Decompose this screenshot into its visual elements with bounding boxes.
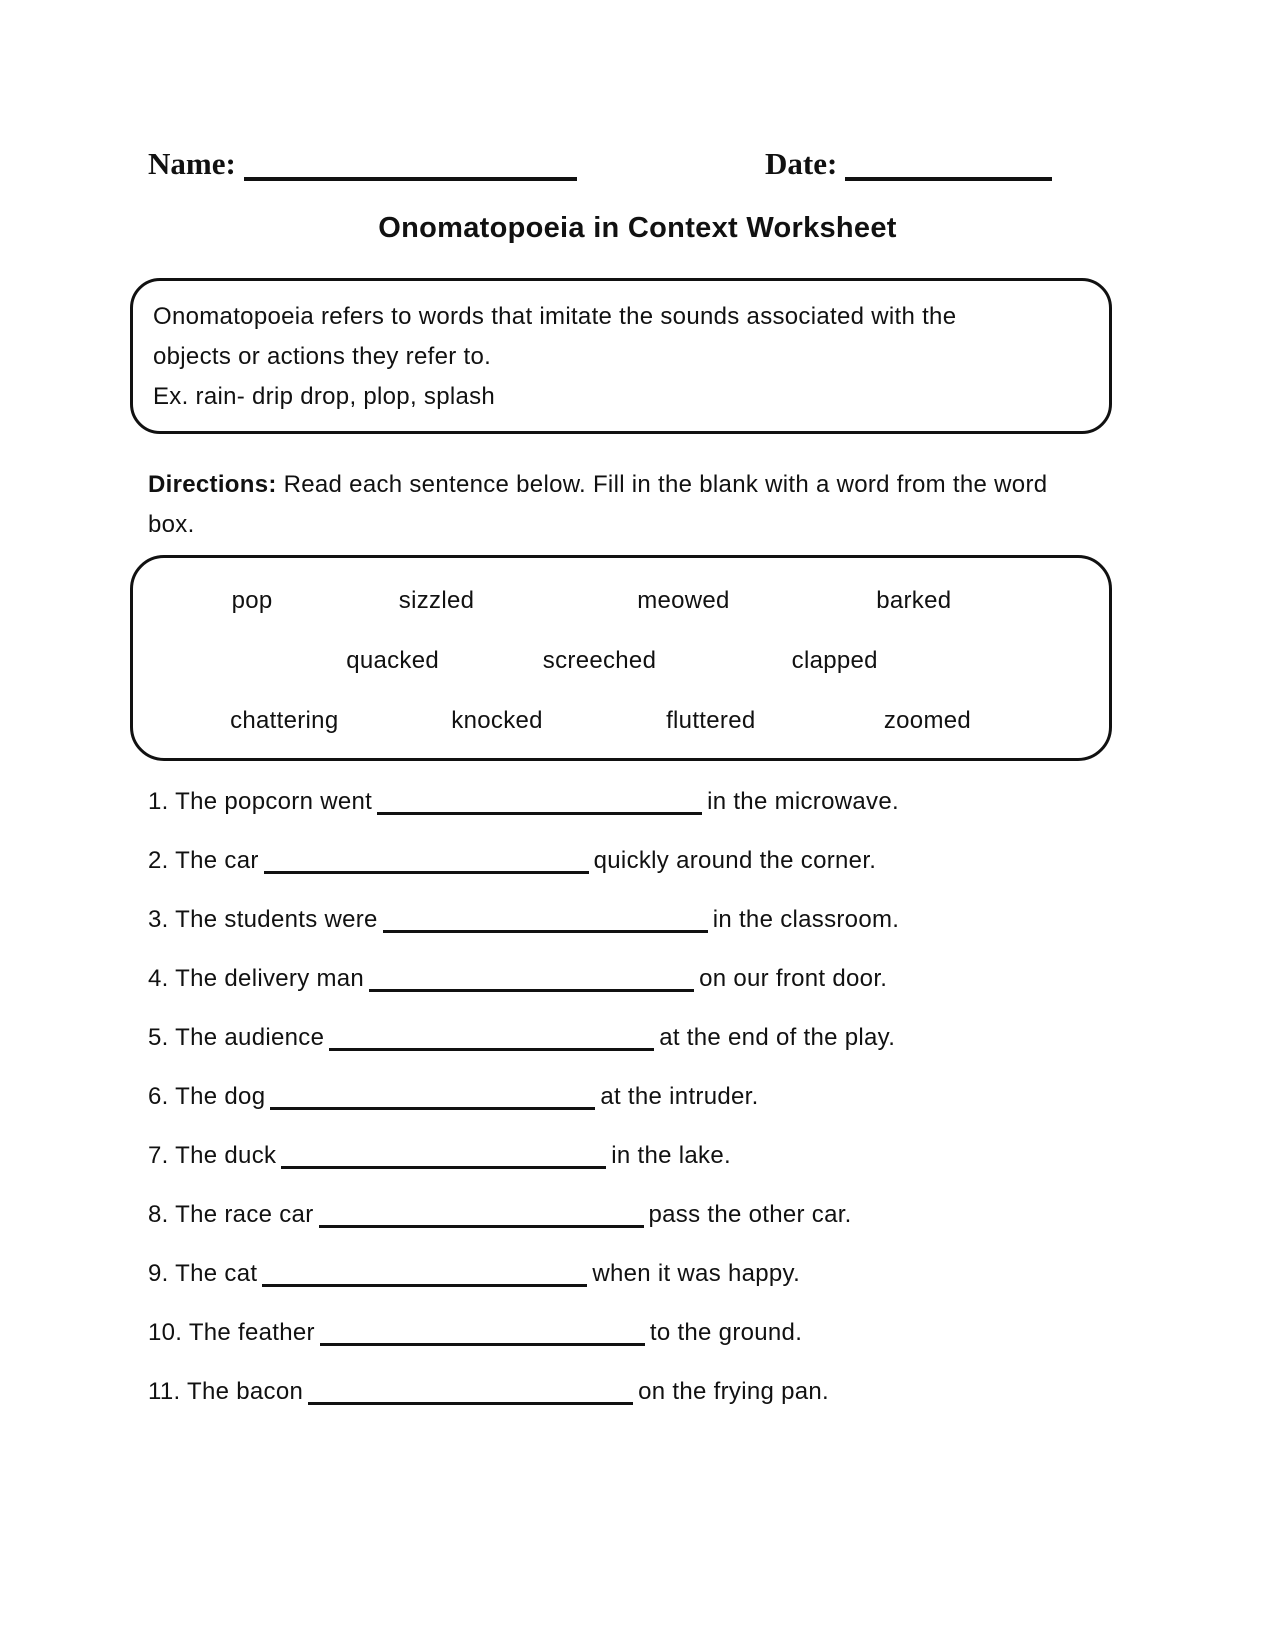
definition-line: Onomatopoeia refers to words that imitate the sounds associated with the bbox=[153, 303, 957, 330]
sentence-pre: The bacon bbox=[187, 1378, 304, 1405]
date-field-row bbox=[765, 146, 1052, 182]
sentence-pre: The students were bbox=[175, 906, 378, 933]
item-number: 4. bbox=[148, 965, 169, 992]
item-number: 5. bbox=[148, 1024, 169, 1051]
sentence-item bbox=[148, 1199, 852, 1230]
item-number: 8. bbox=[148, 1201, 169, 1228]
item-number: 10. bbox=[148, 1319, 183, 1346]
directions bbox=[148, 465, 1128, 545]
word-bank-word: sizzled bbox=[398, 587, 475, 614]
word-bank-word: fluttered bbox=[666, 707, 756, 734]
sentence-pre: The dog bbox=[175, 1083, 266, 1110]
sentence-post: in the classroom. bbox=[712, 906, 900, 933]
sentence-item bbox=[148, 963, 887, 994]
word-bank-word: meowed bbox=[637, 587, 730, 614]
item-number: 6. bbox=[148, 1083, 169, 1110]
definition-box bbox=[130, 278, 1112, 434]
item-number: 9. bbox=[148, 1260, 169, 1287]
item-number: 7. bbox=[148, 1142, 169, 1169]
word-bank-word: screeched bbox=[542, 647, 657, 674]
sentence-item bbox=[148, 1081, 759, 1112]
word-bank-word: pop bbox=[231, 587, 273, 614]
item-number: 11. bbox=[148, 1378, 181, 1405]
fill-in-blank[interactable] bbox=[270, 1081, 595, 1110]
sentence-item bbox=[148, 1022, 895, 1053]
fill-in-blank[interactable] bbox=[383, 904, 708, 933]
fill-in-blank[interactable] bbox=[320, 1317, 645, 1346]
sentence-post: at the end of the play. bbox=[659, 1024, 896, 1051]
date-write-in-line[interactable] bbox=[845, 147, 1052, 181]
sentence-item bbox=[148, 1140, 731, 1171]
sentence-item bbox=[148, 1376, 829, 1407]
sentence-post: quickly around the corner. bbox=[593, 847, 877, 874]
sentence-post: to the ground. bbox=[649, 1319, 803, 1346]
word-bank-word: clapped bbox=[791, 647, 878, 674]
sentence-post: when it was happy. bbox=[592, 1260, 801, 1287]
name-label: Name: bbox=[148, 146, 236, 181]
item-number: 1. bbox=[148, 788, 169, 815]
word-bank-word: chattering bbox=[230, 707, 339, 734]
sentence-item bbox=[148, 845, 876, 876]
sentence-pre: The feather bbox=[188, 1319, 315, 1346]
fill-in-blank[interactable] bbox=[262, 1258, 587, 1287]
definition-line: objects or actions they refer to. bbox=[153, 343, 492, 370]
word-bank-word: knocked bbox=[451, 707, 543, 734]
fill-in-blank[interactable] bbox=[377, 786, 702, 815]
sentence-post: on the frying pan. bbox=[638, 1378, 830, 1405]
sentence-item bbox=[148, 786, 899, 817]
fill-in-blank[interactable] bbox=[369, 963, 694, 992]
sentence-pre: The race car bbox=[175, 1201, 314, 1228]
directions-label: Directions: bbox=[148, 471, 277, 498]
page-title: Onomatopoeia in Context Worksheet bbox=[378, 212, 897, 244]
sentence-pre: The delivery man bbox=[175, 965, 365, 992]
definition-example: Ex. rain- drip drop, plop, splash bbox=[153, 383, 496, 410]
sentence-post: in the lake. bbox=[611, 1142, 731, 1169]
item-number: 2. bbox=[148, 847, 169, 874]
name-field-row bbox=[148, 146, 577, 182]
word-bank-word: zoomed bbox=[883, 707, 972, 734]
name-write-in-line[interactable] bbox=[244, 147, 577, 181]
word-bank-word: quacked bbox=[346, 647, 440, 674]
directions-text: Read each sentence below. Fill in the blank with a word from the word bbox=[283, 471, 1048, 498]
word-bank-box bbox=[130, 555, 1112, 761]
fill-in-blank[interactable] bbox=[264, 845, 589, 874]
word-bank-word: barked bbox=[876, 587, 952, 614]
fill-in-blank[interactable] bbox=[281, 1140, 606, 1169]
sentence-pre: The duck bbox=[175, 1142, 277, 1169]
fill-in-blank[interactable] bbox=[329, 1022, 654, 1051]
sentence-item bbox=[148, 904, 899, 935]
directions-text: box. bbox=[148, 511, 195, 538]
fill-in-blank[interactable] bbox=[319, 1199, 644, 1228]
sentence-post: on our front door. bbox=[699, 965, 888, 992]
sentence-post: at the intruder. bbox=[600, 1083, 759, 1110]
item-number: 3. bbox=[148, 906, 169, 933]
fill-in-blank[interactable] bbox=[308, 1376, 633, 1405]
sentence-pre: The cat bbox=[175, 1260, 258, 1287]
sentence-pre: The audience bbox=[175, 1024, 325, 1051]
sentence-item bbox=[148, 1258, 800, 1289]
sentence-item bbox=[148, 1317, 802, 1348]
sentence-post: pass the other car. bbox=[648, 1201, 852, 1228]
sentence-post: in the microwave. bbox=[707, 788, 899, 815]
date-label: Date: bbox=[765, 146, 838, 181]
sentence-pre: The popcorn went bbox=[175, 788, 373, 815]
sentence-pre: The car bbox=[175, 847, 259, 874]
